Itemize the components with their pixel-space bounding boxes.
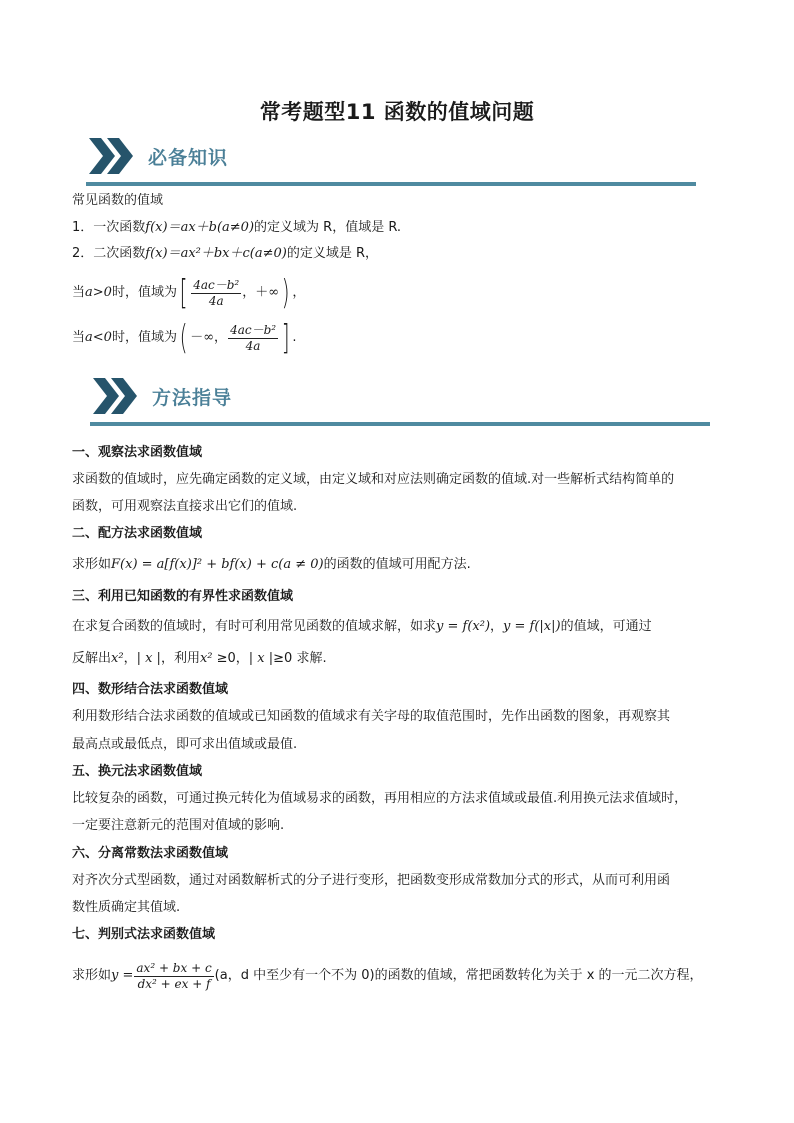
right-bracket: ] (281, 318, 290, 358)
banner-underline (86, 182, 696, 186)
left-bracket: [ (179, 273, 188, 313)
method-1-text-line2: 函数，可用观察法直接求出它们的值域. (72, 499, 298, 514)
method-1-text-line1: 求函数的值域时，应先确定函数的定义域，由定义域和对应法则确定函数的值域.对一些解析式结构简单的 (72, 472, 675, 487)
section-title-method: 方法指导 (152, 387, 233, 409)
method-6-text-line2: 数性质确定其值域. (72, 900, 181, 915)
left-paren: ( (179, 318, 188, 358)
range-fraction: $\frac{\text{4ac－b²}}{4a}$ (230, 322, 277, 353)
linear-function-formula: f(x)＝ax＋b(a≠0) (145, 220, 255, 235)
quadratic-function-formula: f(x)＝ax²＋bx＋c(a≠0) (145, 246, 287, 261)
method-banner (90, 374, 710, 426)
method-2-title: 二、配方法求函数值域 (72, 526, 203, 541)
method-6-title: 六、分离常数法求函数值域 (72, 846, 229, 861)
knowledge-intro: 常见函数的值域 (72, 193, 164, 208)
method-4-text-line2: 最高点或最低点，即可求出值域或最值. (72, 737, 298, 752)
right-paren: ) (281, 273, 290, 313)
double-chevron-icon (86, 134, 136, 178)
method-4-text-line1: 利用数形结合法求函数的值域或已知函数的值域求有关字母的取值范围时，先作出函数的图象，再观察其 (72, 709, 671, 724)
method-2-text: 求形如F(x) = a[f(x)]² + bf(x) + c(a ≠ 0)的函数的值域可用配方法. (72, 557, 471, 572)
method-3-title: 三、利用已知函数的有界性求函数值域 (72, 589, 294, 604)
knowledge-item-1: 1．一次函数f(x)＝ax＋b(a≠0)的定义域为 R，值域是 R. (72, 220, 402, 235)
method-3-text-line2: 反解出x²，| x |，利用x² ≥0，| x |≥0 求解. (72, 651, 327, 666)
method-4-title: 四、数形结合法求函数值域 (72, 682, 229, 697)
page-title: 常考题型11 函数的值域问题 (259, 100, 535, 124)
method-5-text-line2: 一定要注意新元的范围对值域的影响. (72, 818, 285, 833)
method-7-title: 七、判别式法求函数值域 (72, 927, 216, 942)
knowledge-item-2: 2．二次函数f(x)＝ax²＋bx＋c(a≠0)的定义域是 R， (72, 246, 379, 261)
quadratic-composite-formula: F(x) = a[f(x)]² + bf(x) + c(a ≠ 0) (111, 557, 324, 572)
method-6-text-line1: 对齐次分式型函数，通过对函数解析式的分子进行变形，把函数变形成常数加分式的形式，从而可利用函 (72, 873, 671, 888)
method-3-text-line1: 在求复合函数的值域时，有时可利用常见函数的值域求解，如求y = f(x²)，y = f(|x|)的值域，可通过 (72, 619, 652, 634)
knowledge-case-negative: 当 a<0 时，值域为 ( －∞， $\frac{\text{4ac－b²}}{4a}$ ] . (72, 318, 297, 358)
rational-function-fraction: $\frac{\text{ax² + bx + c}}{\text{dx² + ex + f}}$ (136, 960, 212, 991)
method-1-title: 一、观察法求函数值域 (72, 445, 203, 460)
knowledge-case-positive: 当 a>0 时，值域为 [ $\frac{\text{4ac－b²}}{4a}$ ，＋∞ ) ， (72, 273, 306, 313)
section-title-knowledge: 必备知识 (148, 147, 229, 169)
range-fraction: $\frac{\text{4ac－b²}}{4a}$ (193, 277, 240, 308)
knowledge-banner (86, 134, 696, 186)
method-5-text-line1: 比较复杂的函数，可通过换元转化为值域易求的函数，再用相应的方法求值域或最值.利用换元法求值域时， (72, 791, 688, 806)
method-7-text: 求形如 y = $\frac{\text{ax² + bx + c}}{\text{dx² + ex + f}}$ (a，d 中至少有一个不为 0)的函数的值域，常把函数转化为关于 x 的一元二次方程， (72, 960, 703, 991)
banner-underline (90, 422, 710, 426)
method-5-title: 五、换元法求函数值域 (72, 764, 203, 779)
double-chevron-icon (90, 374, 140, 418)
